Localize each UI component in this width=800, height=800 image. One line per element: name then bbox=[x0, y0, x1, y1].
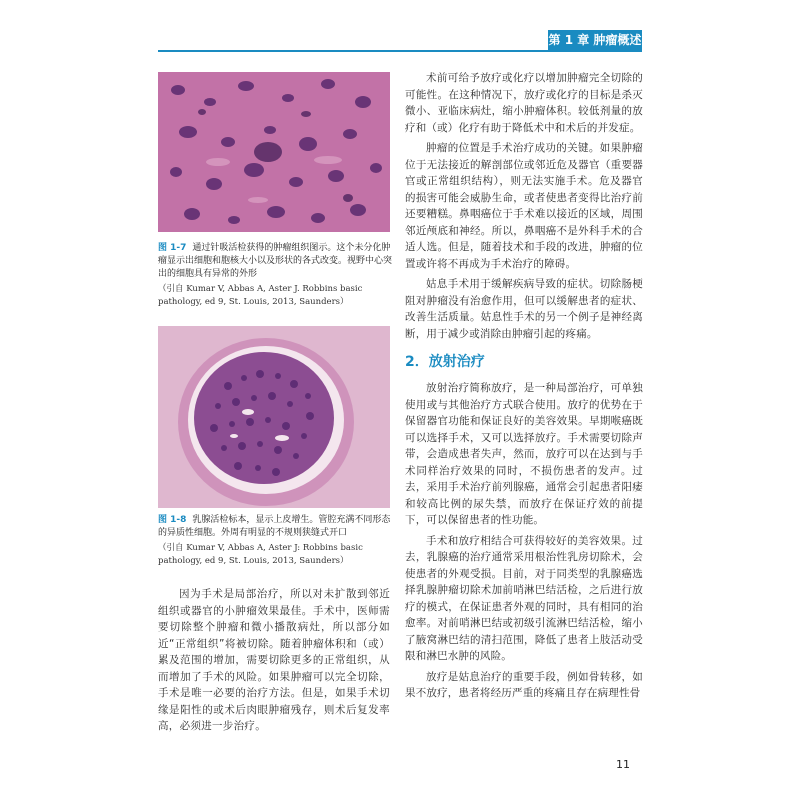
histology-image-1 bbox=[158, 72, 390, 232]
right-paragraph-a3: 姑息手术用于缓解疾病导致的症状。切除肠梗阻对肿瘤没有治愈作用，但可以缓解患者的症状、改善生活质量。姑息性手术的另一个例子是神经离断，用于减少或消除由肿瘤引起的疼痛。 bbox=[405, 278, 643, 340]
figure-label-1: 图 1-7 bbox=[158, 243, 187, 253]
right-column bbox=[405, 70, 643, 706]
page-number: 11 bbox=[616, 758, 630, 771]
right-paragraph-a1: 术前可给予放疗或化疗以增加肿瘤完全切除的可能性。在这种情况下，放疗或化疗的目标是杀灭微小、亚临床病灶，缩小肿瘤体积。较低剂量的放疗和（或）化疗有助于降低术中和术后的并发症。 bbox=[405, 72, 643, 134]
right-paragraph-b2: 手术和放疗相结合可获得较好的美容效果。过去，乳腺癌的治疗通常采用根治性乳房切除术，会使患者的外观受损。目前，对于同类型的乳腺癌选择乳腺肿瘤切除术加前哨淋巴结活检，之后进行放疗的模式，在保证患者外观的同时，具有相同的治愈率。对前哨淋巴结或初级引流淋巴结活检，缩小了腋窝淋巴结的清扫范围，降低了患者上肢活动受限和淋巴水肿的风险。 bbox=[405, 534, 643, 662]
chapter-header: 第 1 章 肿瘤概述 bbox=[548, 30, 642, 50]
right-paragraph-b3: 放疗是姑息治疗的重要手段，例如骨转移，如果不放疗，患者将经历严重的疼痛且存在病理性骨 bbox=[405, 670, 643, 699]
histology-image-2 bbox=[158, 326, 390, 508]
header-rule bbox=[158, 50, 642, 52]
figure-citation-2: （引自 Kumar V, Abbas A, Aster J: Robbins basic pathology, ed 9, St. Louis, 2013, Saunders） bbox=[158, 543, 363, 566]
figure-label-2: 图 1-8 bbox=[158, 515, 187, 525]
figure-caption-1 bbox=[158, 242, 392, 309]
figure-caption-text-2: 乳腺活检标本，显示上皮增生。管腔充满不同形态的异质性细胞。外周有明显的不规则狭缝式开口 bbox=[158, 515, 391, 538]
figure-caption-2 bbox=[158, 514, 392, 568]
figure-citation-1: （引自 Kumar V, Abbas A, Aster J. Robbins basic pathology, ed 9, St. Louis, 2013, Saunders） bbox=[158, 284, 363, 307]
right-paragraph-b1: 放射治疗简称放疗，是一种局部治疗，可单独使用或与其他治疗方式联合使用。放疗的优势在于保留器官功能和保证良好的美容效果。早期喉癌既可以选择手术，又可以选择放疗。手术需要切除声带，会造成患者失声，然而，放疗可以在达到与手术同样治疗效果的同时，不损伤患者的发声。过去，采用手术治疗前列腺癌，通常会引起患者阳痿和较高比例的尿失禁，而放疗在保证疗效的前提下，可以保留患者的性功能。 bbox=[405, 382, 643, 526]
left-body-paragraph: 因为手术是局部治疗，所以对未扩散到邻近组织或器官的小肿瘤效果最佳。手术中，医师需要切除整个肿瘤和微小播散病灶，所以部分如近“正常组织”将被切除。随着肿瘤体积和（或）累及范围的增加，需要切除更多的正常组织，从而增加了手术的风险。如果肿瘤可以完全切除，手术是唯一必要的治疗方法。但是，如果手术切缘是阳性的或术后肉眼肿瘤残存，则术后复发率高，必须进一步治疗。 bbox=[158, 588, 390, 732]
right-paragraph-a2: 肿瘤的位置是手术治疗成功的关键。如果肿瘤位于无法接近的解剖部位或邻近危及器官（重要器官或正常组织结构），则无法实施手术。危及器官的损害可能会威胁生命，或者使患者变得比治疗前还要糟糕。鼻咽癌位于手术难以接近的区域，周围邻近颅底和神经。所以，鼻咽癌不是外科手术的合适人选。但是，随着技术和手段的改进，肿瘤的位置或许将不再成为手术治疗的障碍。 bbox=[405, 142, 643, 270]
figure-caption-text-1: 通过针吸活检获得的肿瘤组织图示。这个未分化肿瘤显示出细胞和胞核大小以及形状的各式改变。视野中心突出的细胞具有异常的外形 bbox=[158, 243, 393, 279]
section-heading: 2．放射治疗 bbox=[405, 354, 485, 370]
